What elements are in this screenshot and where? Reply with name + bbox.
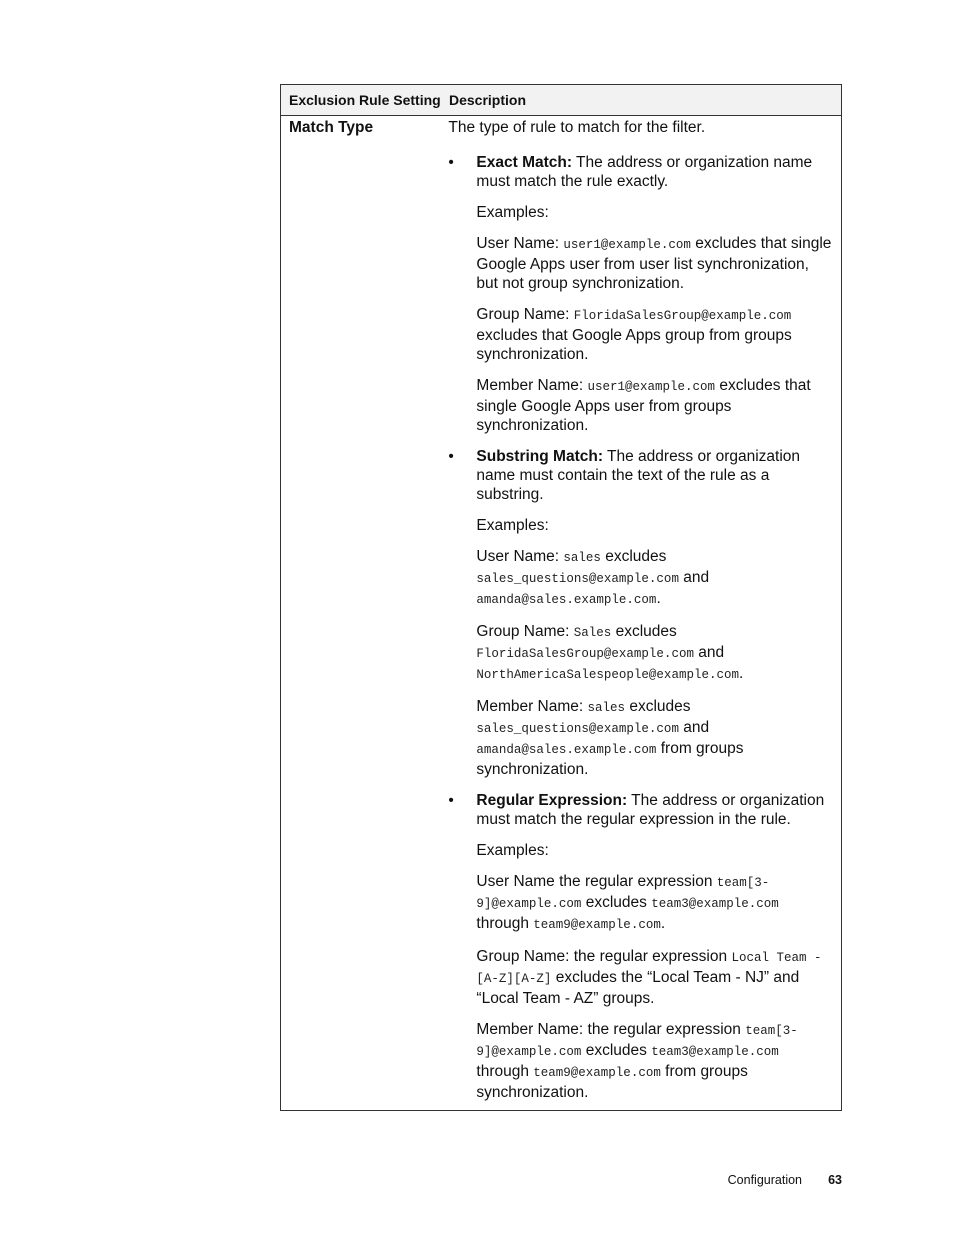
table-header [281,85,841,116]
substring-match-text: Substring Match: The address or organization name must contain the text of the rule as a substring. [476,448,801,503]
setting-name: Match Type [289,119,374,136]
examples-label: Examples: [476,517,549,534]
example-member-name: Member Name: sales excludes sales_questions@example.com and amanda@sales.example.com from groups synchronization. [476,698,744,778]
examples-label: Examples: [476,842,549,859]
bullet-icon: • [448,448,454,465]
example-member-name: Member Name: user1@example.com excludes that single Google Apps user from groups synchronization. [476,377,811,434]
bullet-icon: • [448,792,454,809]
example-user-name: User Name: sales excludes sales_questions@example.com and amanda@sales.example.com. [476,548,710,607]
table-row [281,116,841,1110]
header-description: Description [449,92,527,108]
example-group-name: Group Name: Sales excludes FloridaSalesGroup@example.com and NorthAmericaSalespeople@example.com. [476,623,744,682]
regular-expression-text: Regular Expression: The address or organization must match the regular expression in the rule. [476,792,825,828]
bullet-icon: • [448,154,454,171]
example-group-name: Group Name: FloridaSalesGroup@example.com excludes that Google Apps group from groups synchronization. [476,306,792,363]
description-intro: The type of rule to match for the filter. [448,119,706,136]
examples-label: Examples: [476,204,549,221]
example-member-name: Member Name: the regular expression team[3-9]@example.com excludes team3@example.com through team9@example.com from groups synchronization. [476,1021,798,1101]
substring-match-item [448,447,833,779]
exact-match-item [448,153,833,435]
regular-expression-item [448,791,833,1102]
header-setting: Exclusion Rule Setting [289,92,441,108]
exact-match-text: Exact Match: The address or organization name must match the rule exactly. [476,154,813,190]
page-number: 63 [828,1173,842,1187]
example-group-name: Group Name: the regular expression Local Team - [A-Z][A-Z] excludes the “Local Team - NJ” and “Local Team - AZ” groups. [476,948,822,1007]
footer-section-title: Configuration [727,1173,802,1187]
exclusion-rule-table [280,84,842,1111]
example-user-name: User Name: user1@example.com excludes that single Google Apps user from user list synchronization, but not group synchronization. [476,235,832,292]
example-user-name: User Name the regular expression team[3-9]@example.com excludes team3@example.com through team9@example.com. [476,873,779,932]
setting-description [448,116,841,1102]
